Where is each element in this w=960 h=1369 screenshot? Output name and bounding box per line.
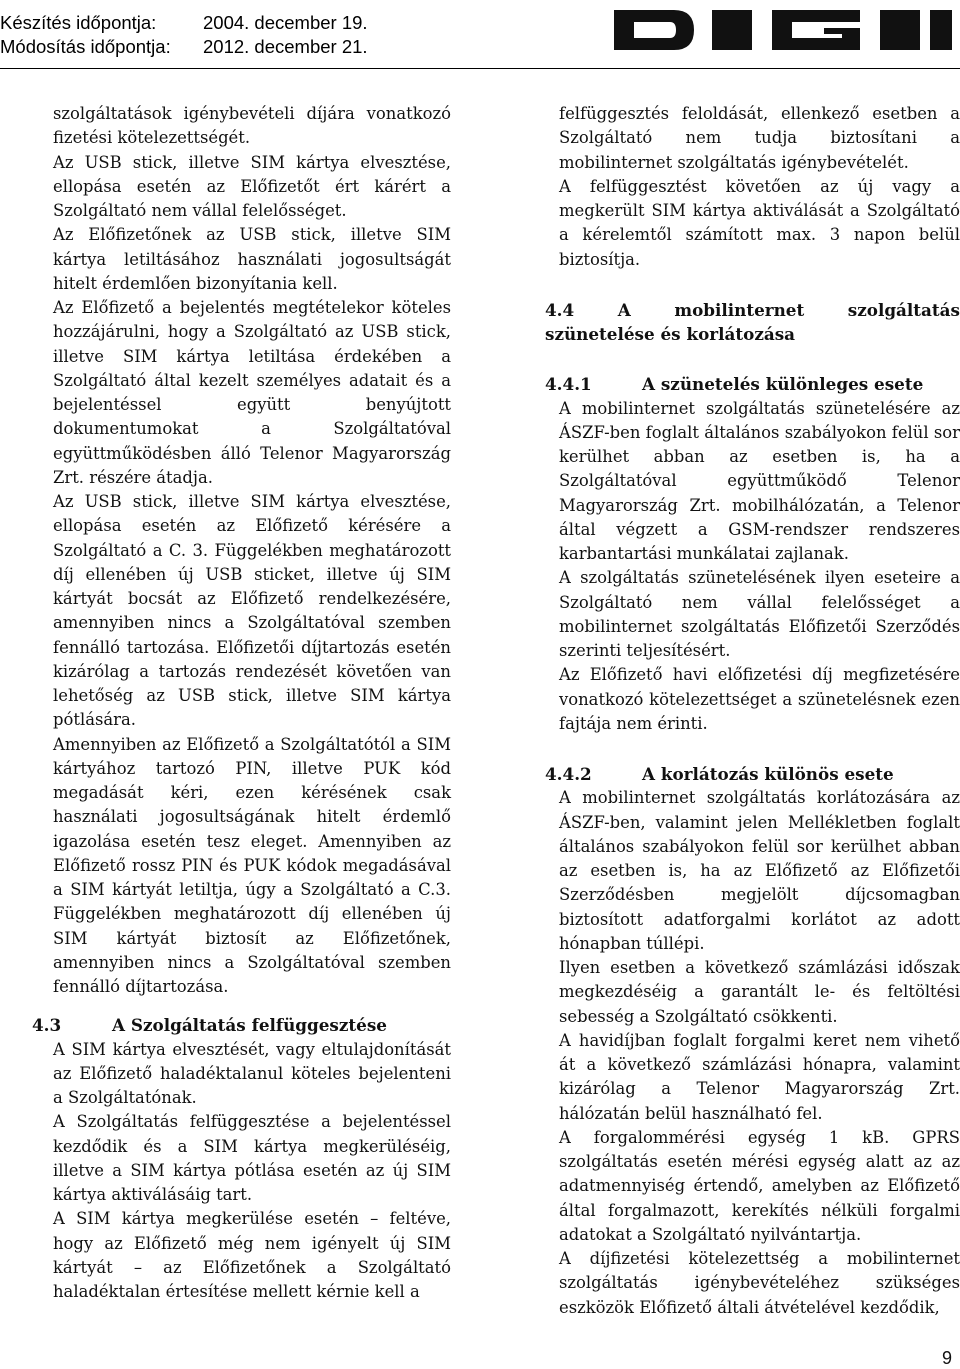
- section-title: A szünetelés különleges esete: [642, 374, 924, 395]
- paragraph: Amennyiben az Előfizető a Szolgáltatótól a SIM kártyához tartozó PIN, illetve PUK kód megadását kéri, ezen kérésének csak használati jogosultságának hitelt érdemlő igazolása esetén tesz eleget. Amennyiben az Előfizető rossz PIN és PUK kódok megadásával a SIM kártyát letiltja, úgy a Szolgáltató a C.3. Függelékben meghatározott díj ellenében új SIM kártyát biztosít az Előfizetőnek, amennyiben nincs a Szolgáltatóval szemben fennálló díjtartozása.: [53, 734, 451, 996]
- section-number: 4.3: [32, 1015, 62, 1036]
- created-label: Készítés időpontja:: [0, 12, 157, 33]
- paragraph: A díjfizetési kötelezettség a mobilinternet szolgáltatás igénybevételéhez szükséges eszközök Előfizető általi átvételével kezdődik,: [559, 1249, 960, 1317]
- right-column: [545, 102, 960, 1320]
- paragraph: Az USB stick, illetve SIM kártya elvesztése, ellopása esetén az Előfizetőt ért kárért a Szolgáltató nem vállal felelősséget.: [53, 152, 451, 220]
- paragraph: A SIM kártya megkerülése esetén – feltéve, hogy az Előfizető még nem igényelt új SIM kártyát – az Előfizetőnek a Szolgáltató haladéktalan értesítése mellett kérnie kell a: [53, 1209, 451, 1301]
- section-title: A korlátozás különös esete: [642, 764, 894, 784]
- paragraph: Az Előfizető a bejelentés megtételekor köteles hozzájárulni, hogy a Szolgáltató az USB stick, illetve SIM kártya letiltása érdekében a Szolgáltató által kezelt személyes adatait és a bejelentéssel együtt benyújtott dokumentumokat a Szolgáltatóval együttműködésben álló Telenor Magyarország Zrt. részére átadja.: [53, 298, 451, 487]
- paragraph: szolgáltatások igénybevételi díjára vonatkozó fizetési kötelezettségét.: [53, 104, 451, 148]
- paragraph: A mobilinternet szolgáltatás szünetelésére az ÁSZF-ben foglalt általános szabályokon felül sor kerülhet abban az esetben is, ha a Szolgáltatóval együttműködő Telenor Magyarország Zrt. mobilhálózatán, a Telenor által végzett a GSM-rendszer rendszeres karbantartási munkálatai zajlanak.: [559, 398, 960, 563]
- section-number: 4.4.2: [545, 764, 592, 784]
- paragraph: Az USB stick, illetve SIM kártya elvesztése, ellopása esetén az Előfizető kérésére a Szolgáltató a C. 3. Függelékben meghatározott díj ellenében új USB sticket, illetve új SIM kártyát bocsát az Előfizető rendelkezésére, amennyiben nincs a Szolgáltatóval szemben fennálló tartozása. Előfizetői díjtartozás esetén kizárólag a tartozás rendezését követően van lehetőség az USB stick, illetve SIM kártya pótlására.: [53, 492, 451, 730]
- header-divider: [0, 68, 960, 69]
- left-column: [32, 102, 451, 1304]
- paragraph: Az Előfizető havi előfizetési díj megfizetésére vonatkozó kötelezettséget a szünetelésnek ezen fajtája nem érinti.: [559, 665, 960, 733]
- section-heading-4-3: [32, 1013, 451, 1037]
- modified-value: 2012. december 21.: [203, 36, 368, 57]
- section-heading-4-4-1: [545, 372, 960, 396]
- paragraph: A Szolgáltatás felfüggesztése a bejelentéssel kezdődik és a SIM kártya megkerüléséig, illetve a SIM kártya pótlása esetén az új SIM kártya aktiválásáig tart.: [53, 1112, 451, 1204]
- paragraph: A havidíjban foglalt forgalmi keret nem vihető át a következő számlázási hónapra, valamint kizárólag a Telenor Magyarország Zrt. hálózatán belül használható fel.: [559, 1030, 960, 1123]
- section-number: 4.4.1: [545, 374, 592, 395]
- digi-logo: [612, 4, 954, 56]
- created-value: 2004. december 19.: [203, 12, 368, 33]
- paragraph: A SIM kártya elvesztését, vagy eltulajdonítását az Előfizető haladéktalanul köteles bejelenteni a Szolgáltatónak.: [53, 1039, 451, 1107]
- section-heading-4-4: 4.4 A mobilinternet szolgáltatás szünetelése és korlátozása: [545, 299, 960, 344]
- paragraph: Az Előfizetőnek az USB stick, illetve SIM kártya letiltásához használati jogosultságát hitelt érdemlően bizonyítania kell.: [53, 225, 451, 293]
- paragraph: A szolgáltatás szünetelésének ilyen eseteire a Szolgáltató nem vállal felelősséget a mobilinternet szolgáltatás Előfizetői Szerződés szerinti teljesítésért.: [559, 568, 960, 660]
- section-title: A Szolgáltatás felfüggesztése: [112, 1015, 387, 1036]
- modified-label: Módosítás időpontja:: [0, 36, 171, 57]
- paragraph: felfüggesztés feloldását, ellenkező esetben a Szolgáltató nem tudja biztosítani a mobilinternet szolgáltatás igénybevételét.: [559, 104, 960, 172]
- paragraph: Ilyen esetben a következő számlázási időszak megkezdéséig a garantált le- és feltöltési sebesség a Szolgáltató csökkenti.: [559, 958, 960, 1026]
- section-heading-4-4-2: [545, 762, 960, 786]
- paragraph: A felfüggesztést követően az új vagy a megkerült SIM kártya aktiválását a Szolgáltató a kérelemtől számított max. 3 napon belül biztosítja.: [559, 176, 960, 269]
- paragraph: A mobilinternet szolgáltatás korlátozására az ÁSZF-ben, valamint jelen Mellékletben foglalt általános szabályokon felül sor kerülhet abban az esetben is, ha az Előfizető az Előfizetői Szerződésben megjelölt díjcsomagban biztosított adatforgalmi korlátot az adott hónapban túllépi.: [559, 788, 960, 953]
- paragraph: A forgalommérési egység 1 kB. GPRS szolgáltatás esetén mérési egység alatt az az adatmennyiség értendő, amelyben az Előfizető által forgalmazott, kerekítés nélküli forgalmi adatokat a Szolgáltató nyilvántartja.: [559, 1127, 960, 1244]
- page-number: 9: [941, 1348, 952, 1368]
